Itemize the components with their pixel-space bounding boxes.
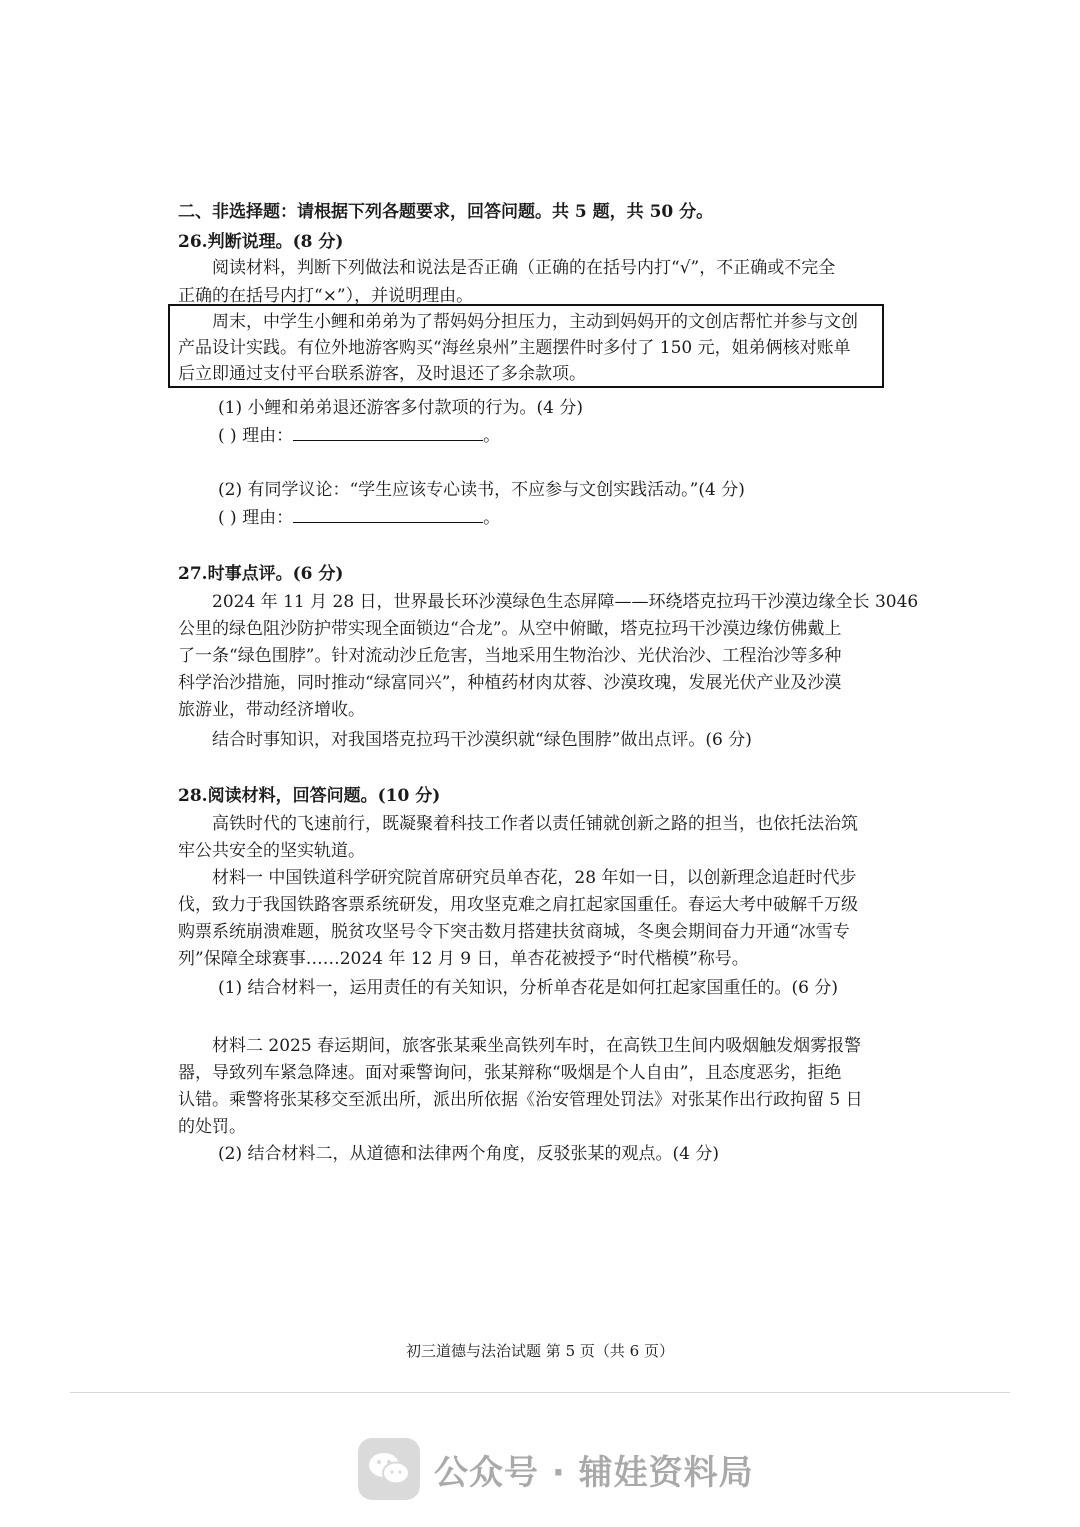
q26-sub-question-1: (1) 小鲤和弟弟退还游客多付款项的行为。(4 分)	[218, 398, 583, 418]
q26-material-line-1: 周末，中学生小鲤和弟弟为了帮妈妈分担压力，主动到妈妈开的文创店帮忙并参与文创	[212, 312, 858, 332]
answer-prefix: ( ) 理由：	[218, 426, 294, 446]
answer-suffix: 。	[483, 426, 501, 446]
q28-material-2-line-3: 认错。乘警将张某移交至派出所，派出所依据《治安管理处罚法》对张某作出行政拘留 5 日	[178, 1090, 863, 1110]
q27-paragraph-line-3: 了一条“绿色围脖”。针对流动沙丘危害，当地采用生物治沙、光伏治沙、工程治沙等多种	[178, 646, 842, 666]
divider	[70, 1392, 1010, 1393]
q27-paragraph-line-2: 公里的绿色阻沙防护带实现全面锁边“合龙”。从空中俯瞰，塔克拉玛干沙漠边缘仿佛戴上	[178, 619, 842, 639]
answer-blank[interactable]	[293, 424, 483, 441]
q26-title: 26.判断说理。(8 分)	[178, 232, 344, 252]
section-heading: 二、非选择题：请根据下列各题要求，回答问题。共 5 题，共 50 分。	[178, 202, 714, 222]
q28-material-1-line-1: 材料一 中国铁道科学研究院首席研究员单杏花，28 年如一日，以创新理念追赶时代步	[212, 868, 857, 888]
q28-material-1-line-2: 伐，致力于我国铁路客票系统研发，用攻坚克难之肩扛起家国重任。春运大考中破解千万级	[178, 895, 858, 915]
answer-suffix: 。	[483, 508, 501, 528]
q27-paragraph-line-1: 2024 年 11 月 28 日，世界最长环沙漠绿色生态屏障——环绕塔克拉玛干沙漠边缘全长 3046	[212, 592, 919, 612]
q27-task: 结合时事知识，对我国塔克拉玛干沙漠织就“绿色围脖”做出点评。(6 分)	[212, 730, 752, 750]
q26-sub-question-2: (2) 有同学议论：“学生应该专心读书，不应参与文创实践活动。”(4 分)	[218, 480, 745, 500]
q27-title: 27.时事点评。(6 分)	[178, 564, 344, 584]
q26-instruction-2: 正确的在括号内打“×”），并说明理由。	[178, 286, 474, 306]
answer-blank[interactable]	[293, 506, 483, 523]
q28-sub-question-2: (2) 结合材料二，从道德和法律两个角度，反驳张某的观点。(4 分)	[218, 1144, 719, 1164]
q27-paragraph-line-4: 科学治沙措施，同时推动“绿富同兴”，种植药材肉苁蓉、沙漠玫瑰，发展光伏产业及沙漠	[178, 673, 842, 693]
q28-material-2-line-1: 材料二 2025 春运期间，旅客张某乘坐高铁列车时，在高铁卫生间内吸烟触发烟雾报警	[212, 1036, 862, 1056]
q26-answer-line-2[interactable]	[218, 506, 938, 530]
q26-answer-line-1[interactable]	[218, 424, 938, 448]
q28-sub-question-1: (1) 结合材料一，运用责任的有关知识，分析单杏花是如何扛起家国重任的。(6 分)	[218, 978, 838, 998]
q28-material-2-line-4: 的处罚。	[178, 1117, 246, 1137]
page-footer: 初三道德与法治试题 第 5 页（共 6 页）	[406, 1342, 674, 1360]
q28-title: 28.阅读材料，回答问题。(10 分)	[178, 786, 441, 806]
q28-material-1-line-3: 购票系统崩溃难题，脱贫攻坚号令下突击数月搭建扶贫商城，冬奥会期间奋力开通“冰雪专	[178, 922, 850, 942]
q28-material-2-line-2: 器，导致列车紧急降速。面对乘警询问，张某辩称“吸烟是个人自由”，且态度恶劣，拒绝	[178, 1063, 842, 1083]
q27-paragraph-line-5: 旅游业，带动经济增收。	[178, 700, 365, 720]
watermark	[358, 1438, 754, 1500]
q28-intro-line-1: 高铁时代的飞速前行，既凝聚着科技工作者以责任铺就创新之路的担当，也依托法治筑	[212, 814, 858, 834]
watermark-text: 公众号 · 辅娃资料局	[434, 1452, 754, 1493]
q28-intro-line-2: 牢公共安全的坚实轨道。	[178, 841, 365, 861]
q26-instruction-1: 阅读材料，判断下列做法和说法是否正确（正确的在括号内打“√”，不正确或不完全	[212, 258, 836, 278]
wechat-icon	[358, 1438, 420, 1500]
q26-material-line-3: 后立即通过支付平台联系游客，及时退还了多余款项。	[178, 364, 586, 384]
q28-material-1-line-4: 列”保障全球赛事……2024 年 12 月 9 日，单杏花被授予“时代楷模”称号。	[178, 949, 749, 969]
answer-prefix: ( ) 理由：	[218, 508, 294, 528]
q26-material-line-2: 产品设计实践。有位外地游客购买“海丝泉州”主题摆件时多付了 150 元，姐弟俩核对账单	[178, 338, 851, 358]
